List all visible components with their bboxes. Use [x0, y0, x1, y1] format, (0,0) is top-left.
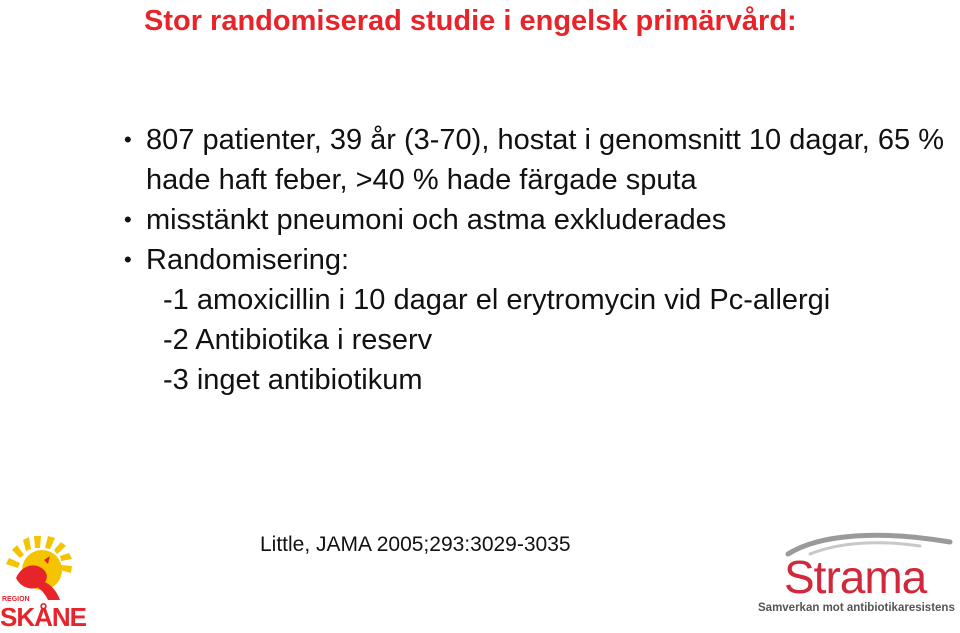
skane-region-label: REGION [2, 596, 30, 603]
randomization-arm: -1 amoxicillin i 10 dagar el erytromycin vid Pc-allergi [163, 284, 831, 316]
region-skane-logo [0, 530, 110, 632]
bullet-randomization: • Randomisering: [124, 240, 944, 280]
skane-griffin-sun-icon [0, 530, 110, 602]
bullet-exclusion: • misstänkt pneumoni och astma exkluderades [124, 200, 944, 240]
strama-logo [750, 528, 960, 628]
citation: Little, JAMA 2005;293:3029-3035 [260, 533, 571, 556]
skane-name: SKÅNE [0, 602, 87, 632]
randomization-arm: -3 inget antibiotikum [163, 364, 423, 396]
strama-tagline: Samverkan mot antibiotikaresistens [758, 602, 955, 614]
strama-name: Strama [784, 551, 927, 603]
slide-body [124, 120, 944, 400]
randomization-arm: -2 Antibiotika i reserv [163, 324, 433, 356]
bullet-study-population: • 807 patienter, 39 år (3-70), hostat i genomsnitt 10 dagar, 65 % hade haft feber, >40 % hade färgade sputa [124, 120, 944, 200]
slide-title: Stor randomiserad studie i engelsk primärvård: [144, 5, 797, 37]
